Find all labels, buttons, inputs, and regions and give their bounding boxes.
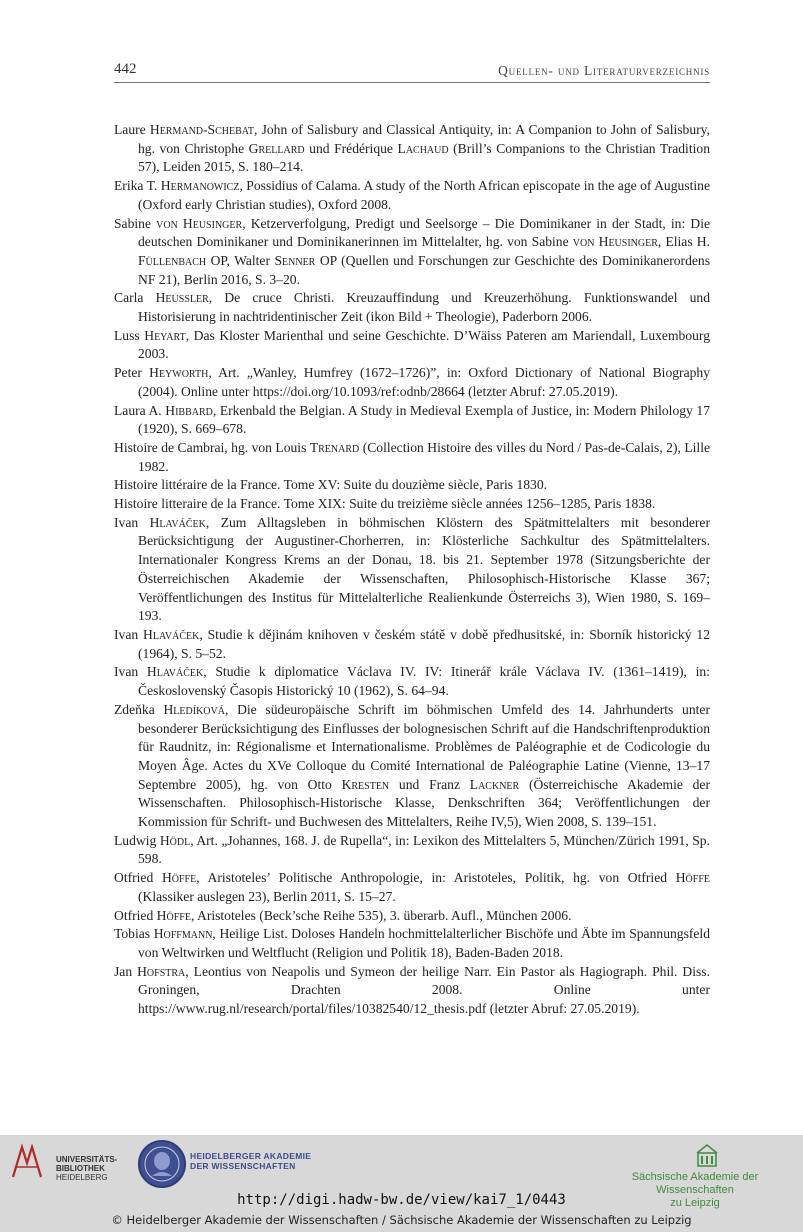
entry-text: OP (Quellen und Forschungen zur Geschichte des Dominikanerordens NF 21), Berlin 2016, S. 3–20. bbox=[138, 252, 710, 287]
ub-logo-text: UNIVERSITÄTS- BIBLIOTHEK HEIDELBERG bbox=[56, 1155, 118, 1182]
entry-text: Histoire de Cambrai, hg. von Louis bbox=[114, 439, 307, 455]
author-name: Höffe bbox=[156, 907, 191, 923]
entry-text: , Erkenbald the Belgian. A Study in Medieval Exempla of Justice, in: Modern Philology 17 (1920), S. 669–678. bbox=[138, 402, 710, 437]
entry-text: Erika T. bbox=[114, 178, 158, 194]
bibliography-entry bbox=[114, 925, 710, 962]
entry-text: , Art. „Johannes, 168. J. de Rupella“, in: Lexikon des Mittelalters 5, München/Zürich 1991, Sp. 598. bbox=[138, 832, 710, 867]
bibliography-entry bbox=[114, 121, 710, 177]
author-name: Hlaváček bbox=[149, 514, 206, 530]
entry-text: Ivan bbox=[114, 514, 139, 530]
bibliography-entry bbox=[114, 832, 710, 869]
entry-text: (Klassiker auslegen 23), Berlin 2011, S. 15–27. bbox=[138, 888, 396, 904]
entry-text: , Possidius of Calama. A study of the North African episcopate in the age of Augustine (Oxford early Christian studies), Oxford 2008. bbox=[138, 178, 710, 212]
author-name: Hofstra bbox=[137, 963, 186, 979]
bibliography-entry bbox=[114, 495, 710, 514]
running-title: Quellen- und Literaturverzeichnis bbox=[498, 63, 710, 78]
hak-logo-text: HEIDELBERGER AKADEMIE DER WISSENSCHAFTEN bbox=[190, 1151, 312, 1171]
author-name: Hibbard bbox=[165, 402, 213, 418]
bibliography-entry bbox=[114, 439, 710, 476]
bibliography-entry bbox=[114, 289, 710, 326]
entry-text: Jan bbox=[114, 963, 133, 979]
entry-text: , Aristoteles’ Politische Anthropologie, in: Aristoteles, Politik, hg. von Otfried bbox=[196, 870, 676, 886]
entry-text: Carla bbox=[114, 290, 144, 306]
bibliography-entry bbox=[114, 626, 710, 663]
entry-text: , Ketzerverfolgung, Predigt und Seelsorge – Die Dominikaner in der Stadt, in: Die deutschen Dominikaner und Dominikanerinnen im Mittelalter, hg. von Sabine bbox=[138, 215, 710, 250]
author-name: Hermanowicz bbox=[160, 178, 240, 194]
entry-text: und Franz bbox=[389, 776, 470, 792]
author-name: Heyworth bbox=[149, 365, 209, 381]
bibliography-entry bbox=[114, 701, 710, 832]
bibliography-entry bbox=[114, 663, 710, 700]
saw-building-icon[interactable] bbox=[696, 1143, 718, 1167]
author-name: Hödl bbox=[159, 832, 191, 848]
entry-text: , Studie k dějinám knihoven v českém státě v době předhusitské, in: Sborník historický 12 (1964), S. 5–52. bbox=[138, 626, 710, 661]
permalink-url[interactable]: http://digi.hadw-bw.de/view/kai7_1/0443 bbox=[237, 1192, 566, 1208]
author-name: Höffe bbox=[161, 870, 197, 886]
entry-text: Ivan bbox=[114, 664, 139, 680]
entry-text: , Zum Alltagsleben in böhmischen Klöstern des Spätmittelalters mit besonderer Berücksichtigung der Augustiner-Chorherren, in: Klösterliche Sachkultur des Spätmittelalters. Internationaler Kongress Krems an der Donau, 18. bis 21. September 1978 (Sitzungsberichte der Österreichischen Akademie der Wissenschaften, Philosophisch-Historische Klasse 367; Veröffentlichungen des Institus für Mittelalterliche Realienkunde Österreichs 3), Wien 1980, S. 169–193. bbox=[138, 514, 710, 624]
page-number: 442 bbox=[114, 61, 137, 77]
bibliography-entry bbox=[114, 907, 710, 926]
bibliography-entry bbox=[114, 215, 710, 290]
author-name: Heussler bbox=[155, 290, 209, 306]
entry-text: Tobias bbox=[114, 926, 151, 942]
entry-text: , Studie k diplomatice Václava IV. IV: Itinerář krále Václava IV. (1361–1419), in: Československý Časopis Historický 10 (1962), S. 64–94. bbox=[138, 664, 710, 699]
entry-text: (Collection Histoire des villes du Nord / Pas-de-Calais, 2), Lille 1982. bbox=[138, 439, 711, 474]
entry-text: Otfried bbox=[114, 907, 154, 923]
entry-text: , Art. „Wanley, Humfrey (1672–1726)”, in: Oxford Dictionary of National Biography (2004). Online unter https://doi.org/10.1093/ref:odnb/28664 (letzter Abruf: 27.05.2019). bbox=[138, 365, 711, 399]
entry-text: OP, Walter bbox=[206, 252, 275, 268]
author-name: Kresten bbox=[341, 776, 390, 792]
author-name: Trenard bbox=[309, 439, 360, 455]
author-name: Höffe bbox=[675, 870, 710, 886]
author-name: Hlaváček bbox=[143, 626, 200, 642]
entry-text: (Österreichische Akademie der Wissenschaften. Philosophisch-Historische Klasse, Denkschriften 364; Veröffentlichungen der Kommission für Schrift- und Buchwesen des Mittelalters, Reihe IV,5), Wien 2008, S. 139–151. bbox=[138, 776, 710, 830]
entry-text: , Heilige List. Doloses Handeln hochmittelalterlicher Bischöfe und Äbte im Spannungsfeld von Weltwirken und Weltflucht (Religion und Politik 18), Baden-Baden 2018. bbox=[138, 926, 711, 960]
author-name: Hoffmann bbox=[153, 926, 213, 942]
ub-logo-icon bbox=[10, 1143, 44, 1181]
author-name: Lachaud bbox=[397, 140, 449, 156]
author-name: Heyart bbox=[144, 327, 186, 343]
entry-text: Ivan bbox=[114, 626, 139, 642]
entry-text: , Elias H. bbox=[657, 234, 711, 250]
entry-text: Ludwig bbox=[114, 832, 157, 848]
author-name: Füllenbach bbox=[138, 252, 207, 268]
author-name: Senner bbox=[274, 252, 316, 268]
bibliography-entry bbox=[114, 869, 710, 906]
hak-seal-icon[interactable] bbox=[138, 1140, 186, 1188]
entry-text: und Frédérique bbox=[304, 140, 398, 156]
author-name: Hermand-Schebat bbox=[149, 122, 255, 137]
entry-text: Histoire litteraire de la France. Tome XIX: Suite du treizième siècle années 1256–1285, Paris 1838. bbox=[114, 496, 656, 512]
bibliography-list bbox=[114, 121, 710, 1019]
author-name: Hlaváček bbox=[146, 664, 204, 680]
bibliography-entry bbox=[114, 402, 710, 439]
saw-logo-text: Sächsische Akademie der Wissenschaften zu Leipzig bbox=[631, 1171, 759, 1209]
copyright-notice: © Heidelberger Akademie der Wissenschaften / Sächsische Akademie der Wissenschaften zu Leipzig bbox=[111, 1213, 692, 1227]
entry-text: , Das Kloster Marienthal und seine Geschichte. D’Wäiss Pateren am Mariendall, Luxembourg 2003. bbox=[138, 327, 710, 362]
entry-text: Zdeňka bbox=[114, 701, 155, 717]
bibliography-entry bbox=[114, 364, 710, 401]
entry-text: , Aristoteles (Beck’sche Reihe 535), 3. überarb. Aufl., München 2006. bbox=[190, 907, 572, 923]
bibliography-entry bbox=[114, 327, 710, 364]
entry-text: Histoire littéraire de la France. Tome XV: Suite du douzième siècle, Paris 1830. bbox=[114, 477, 548, 493]
author-name: Hledíková bbox=[163, 701, 225, 717]
bibliography-entry bbox=[114, 514, 710, 626]
entry-text: Laure bbox=[114, 122, 146, 137]
author-name: Lackner bbox=[469, 776, 520, 792]
bibliography-entry bbox=[114, 476, 710, 495]
author-name: von Heusinger bbox=[572, 234, 658, 250]
author-name: Grellard bbox=[248, 140, 305, 156]
author-name: von Heusinger bbox=[156, 215, 243, 231]
entry-text: Laura A. bbox=[114, 402, 162, 418]
footer-bar bbox=[0, 1135, 803, 1232]
entry-text: , Die südeuropäische Schrift im böhmischen Umfeld des 14. Jahrhunderts unter besonderer Berücksichtigung des Einflusses der bolognesischen Schrift auf die Handschriftenproduktion für Raudnitz, in: Régionalisme et Internationalisme. Problèmes de Paléographie et de Codicologie du Moyen Âge. Actes du XVe Colloque du Comité International de Paléographie Latine (Vienne, 13–17 Septembre 2005), hg. von Otto bbox=[138, 701, 710, 792]
entry-text: , De cruce Christi. Kreuzauffindung und Kreuzerhöhung. Funktionswandel und Historisierung in nachtridentinischer Zeit (ikon Bild + Theologie), Paderborn 2006. bbox=[138, 290, 711, 325]
entry-text: Sabine bbox=[114, 215, 151, 231]
entry-text: , Leontius von Neapolis und Symeon der heilige Narr. Ein Pastor als Hagiograph. Phil. Diss. Groningen, Drachten 2008. Online unter https://www.rug.nl/research/portal/files/10382540/12_thesis.pdf (letzter Abruf: 27.05.2019). bbox=[138, 963, 710, 1017]
bibliography-entry bbox=[114, 177, 710, 214]
entry-text: Otfried bbox=[114, 870, 154, 886]
entry-text: Luss bbox=[114, 327, 140, 343]
ub-heidelberg-logo[interactable] bbox=[10, 1143, 118, 1183]
entry-text: (Brill’s Companions to the Christian Tradition 57), Leiden 2015, S. 180–214. bbox=[138, 140, 710, 175]
entry-text: Peter bbox=[114, 365, 142, 381]
entry-text: , John of Salisbury and Classical Antiquity, in: A Companion to John of Salisbury, hg. von Christophe bbox=[138, 122, 710, 156]
header-rule bbox=[114, 82, 710, 83]
bibliography-entry bbox=[114, 963, 710, 1019]
